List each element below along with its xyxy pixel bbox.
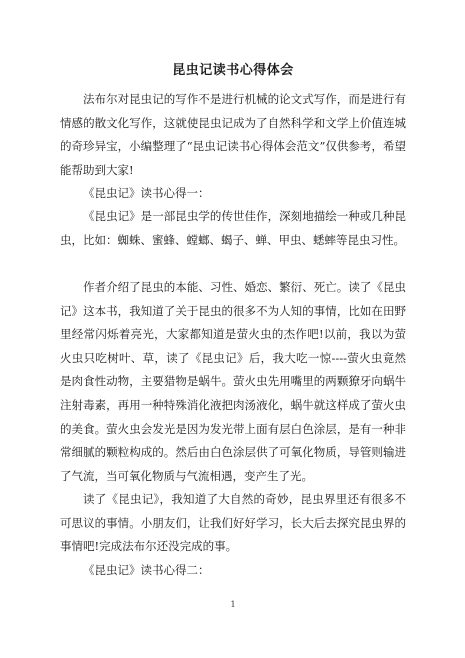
body-paragraph: 作者介绍了昆虫的本能、习性、婚恋、繁衍、死亡。读了《昆虫记》这本书，我知道了关于昆虫的很多不为人知的事情，比如在田野里经常闪烁着亮光，大家都知道是萤火虫的杰作吧!以前，我以为萤火虫只吃树叶、草，读了《昆虫记》后，我大吃一惊----萤火虫竟然是肉食性动物，主要猎物是蜗牛。萤火虫先用嘴里的两颗獠牙向蜗牛注射毒素，再用一种特殊消化液把肉汤液化，蜗牛就这样成了萤火虫的美食。萤火虫会发光是因为发光带上面有层白色涂层，是有一种非常细腻的颗粒构成的。然后由白色涂层供了可氧化物质，导管则输进了气流，当可氧化物质与气流相遇，变产生了光。 bbox=[60, 280, 406, 483]
page-number: 1 bbox=[230, 600, 236, 609]
section-heading-one: 《昆虫记》读书心得一： bbox=[83, 186, 210, 200]
body-paragraph: 《昆虫记》是一部昆虫学的传世佳作，深刻地描绘一种或几种昆虫，比如：蜘蛛、蜜蜂、螳螂、蝎子、蝉、甲虫、蟋蟀等昆虫习性。 bbox=[60, 209, 406, 247]
document-title: 昆虫记读书心得体会 bbox=[172, 63, 294, 78]
body-paragraph: 读了《昆虫记》，我知道了大自然的奇妙，昆虫界里还有很多不可思议的事情。小朋友们，让我们好好学习，长大后去探究昆虫界的事情吧!完成法布尔还没完成的事。 bbox=[60, 492, 406, 554]
document-page bbox=[60, 0, 406, 658]
section-heading-two: 《昆虫记》读书心得二： bbox=[83, 563, 210, 577]
intro-paragraph: 法布尔对昆虫记的写作不是进行机械的论文式写作，而是进行有情感的散文化写作，这就使昆虫记成为了自然科学和文学上价值连城的奇珍异宝，小编整理了“昆虫记读书心得体会范文”仅供参考，希望能帮助到大家! bbox=[60, 92, 406, 177]
